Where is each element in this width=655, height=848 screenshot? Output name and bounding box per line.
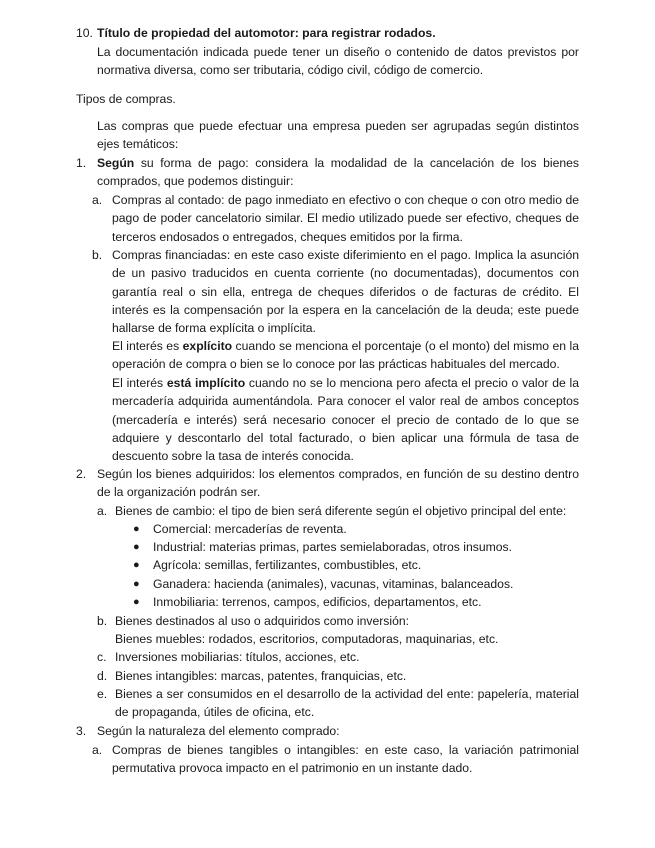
- bullet-dot: ●: [133, 596, 140, 608]
- item-2b-letter: b.: [97, 614, 108, 628]
- item-1a-letter: a.: [92, 193, 103, 207]
- bullet-dot: ●: [133, 559, 140, 571]
- item-2a-text: Bienes de cambio: el tipo de bien será diferente según el objetivo principal del ente:: [115, 504, 567, 518]
- item-2a-letter: a.: [97, 504, 108, 518]
- item-1b-letter: b.: [92, 248, 103, 262]
- section-10-title: Título de propiedad del automotor: para registrar rodados.: [97, 26, 436, 40]
- bullet-item: Industrial: materias primas, partes semielaboradas, otros insumos.: [153, 540, 513, 554]
- item-2b-sub: Bienes muebles: rodados, escritorios, computadoras, maquinarias, etc.: [115, 632, 499, 646]
- item-1b-text: Compras financiadas: en este caso existe diferimiento en el pago. Implica la asunción de un pasivo traducidos en cuenta corriente (no documentadas), documentos con garantía real o sin ella, entrega de cheques diferidos o de facturas de crédito. El interés es la compensación por la espera en la cancelación de la deuda; este puede hallarse de forma explícita o implícita.: [112, 248, 579, 336]
- item-2-number: 2.: [76, 467, 87, 481]
- item-3a-letter: a.: [92, 743, 103, 757]
- tipos-intro: Las compras que puede efectuar una empresa pueden ser agrupadas según distintos ejes temáticos:: [97, 119, 579, 152]
- item-3-text: Según la naturaleza del elemento comprado:: [97, 724, 340, 738]
- bullet-item: Comercial: mercaderías de reventa.: [153, 522, 347, 536]
- item-2e-letter: e.: [97, 687, 108, 701]
- item-1-text: Según su forma de pago: considera la modalidad de la cancelación de los bienes comprados, que podemos distinguir:: [97, 156, 579, 189]
- item-3a-text: Compras de bienes tangibles o intangibles: en este caso, la variación patrimonial permutativa provoca impacto en el patrimonio en un instante dado.: [112, 743, 579, 776]
- section-10-text: La documentación indicada puede tener un diseño o contenido de datos previstos por normativa diversa, como ser tributaria, código civil, código de comercio.: [97, 45, 579, 78]
- bullet-dot: ●: [133, 541, 140, 553]
- item-2c-letter: c.: [97, 650, 107, 664]
- tipos-heading: Tipos de compras.: [76, 92, 176, 106]
- item-3-number: 3.: [76, 724, 87, 738]
- item-1b-implicit: El interés está implícito cuando no se lo menciona pero afecta el precio o valor de la mercadería adquirida aumentándola. Para conocer el valor real de ambos conceptos (mercadería e interés) será necesario conocer el precio de contado de lo que se adquiere y descontarlo del total facturado, o bien aplicar una fórmula de tasa de descuento sobre la tasa de interés conocida.: [112, 376, 579, 464]
- bullet-dot: ●: [133, 578, 140, 590]
- section-10-number: 10.: [76, 26, 93, 40]
- bullet-item: Inmobiliaria: terrenos, campos, edificios, departamentos, etc.: [153, 595, 482, 609]
- bullet-item: Ganadera: hacienda (animales), vacunas, vitaminas, balanceados.: [153, 577, 514, 591]
- bullet-dot: ●: [133, 523, 140, 535]
- item-2b-text: Bienes destinados al uso o adquiridos como inversión:: [115, 614, 410, 628]
- item-1-number: 1.: [76, 156, 87, 170]
- item-2e-text: Bienes a ser consumidos en el desarrollo de la actividad del ente: papelería, material de propaganda, útiles de oficina, etc.: [115, 687, 579, 720]
- item-2c-text: Inversiones mobiliarias: títulos, acciones, etc.: [115, 650, 360, 664]
- item-1b-explicit: El interés es explícito cuando se menciona el porcentaje (o el monto) del mismo en la operación de compra o bien se lo conoce por las prácticas habituales del mercado.: [112, 339, 579, 372]
- item-2d-text: Bienes intangibles: marcas, patentes, franquicias, etc.: [115, 669, 407, 683]
- item-1a-text: Compras al contado: de pago inmediato en efectivo o con cheque o con otro medio de pago de poder cancelatorio similar. El medio utilizado puede ser efectivo, cheques de terceros endosados o entregados, cheques emitidos por la firma.: [112, 193, 579, 244]
- item-2d-letter: d.: [97, 669, 108, 683]
- item-2-text: Según los bienes adquiridos: los elementos comprados, en función de su destino dentro de la organización podrán ser.: [97, 467, 579, 500]
- bullet-item: Agrícola: semillas, fertilizantes, combustibles, etc.: [153, 558, 422, 572]
